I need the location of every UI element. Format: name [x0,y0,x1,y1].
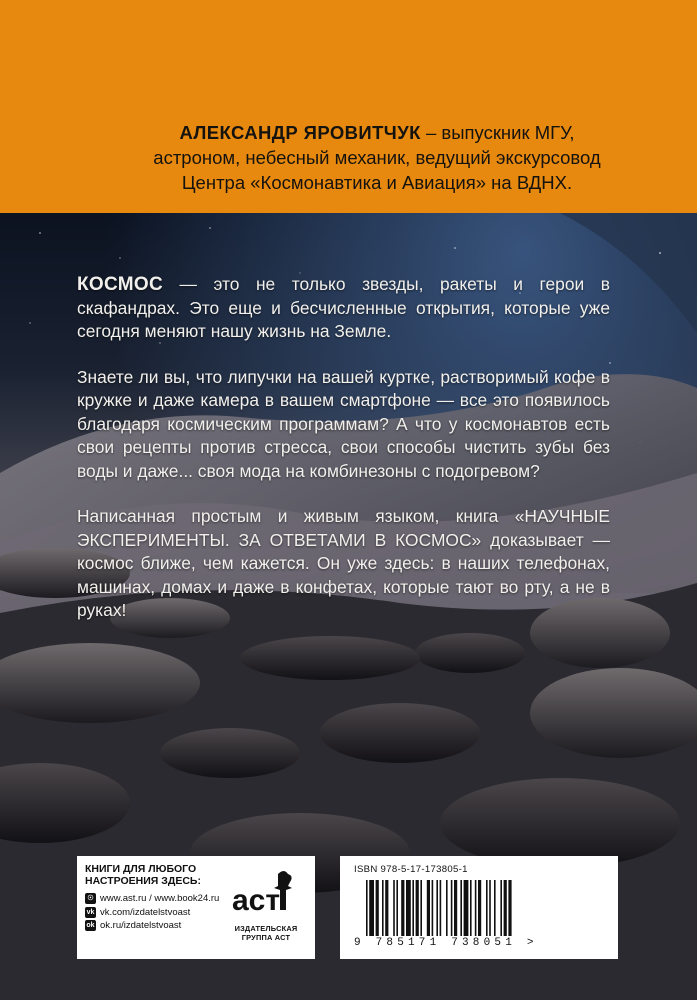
barcode-bar [478,880,481,936]
publisher-logo-text: аст [232,884,281,917]
barcode-bar [494,880,496,936]
barcode-bar [508,880,511,936]
publisher-caption-line2: ГРУППА АСТ [241,933,291,942]
vk-icon: vk [86,908,95,916]
barcode-bar [385,880,388,936]
barcode-bar [406,880,411,936]
link-vk-text: vk.com/izdatelstvoast [100,906,191,918]
barcode-bar [464,880,469,936]
rock [320,703,480,763]
barcode-bar [427,880,430,936]
blurb-paragraph-3: Написанная простым и живым языком, книга «НАУЧНЫЕ ЭКСПЕРИМЕНТЫ. ЗА ОТВЕТАМИ В КОСМОС» доказывает — космос ближе, чем кажется. Он уже здесь: в наших телефонах, машинах, домах и даже в конфетах, которые тают во рту, а не в руках! [77,506,610,620]
author-name: АЛЕКСАНДР ЯРОВИТЧУК [179,122,421,143]
barcode-bar [432,880,434,936]
author-bio-line1: – выпускник МГУ, [420,122,575,143]
blurb-paragraph-1 [77,273,610,344]
barcode-bar [489,880,491,936]
blurb-lead-word: КОСМОС [77,274,163,295]
ast-logo-icon [224,866,308,922]
barcode-bar [470,880,472,936]
barcode-bar [500,880,502,936]
ok-icon: ok [86,922,95,930]
rock [160,728,300,778]
blurb-paragraph-2: Знаете ли вы, что липучки на вашей куртке, растворимый кофе в кружке и даже камера в вашем смартфоне — все это появилось благодаря космическим программам? А что у космонавтов есть свои рецепты против стресса, свои способы чистить зубы без воды и даже... своя мода на комбинезоны с подогревом? [77,366,610,481]
barcode-bar [436,880,438,936]
barcode-bar [460,880,462,936]
barcode-icon [354,880,606,936]
barcode-bar [504,880,507,936]
barcode-bar [475,880,477,936]
blurb-text [77,273,610,645]
barcode-box [340,856,618,959]
barcode-bar [451,880,453,936]
isbn-label: ISBN 978-5-17-173805-1 [354,864,468,875]
author-bio [77,120,677,195]
globe-icon: ☉ [85,893,96,904]
barcode-bar [420,880,422,936]
publisher-caption-line1: ИЗДАТЕЛЬСКАЯ [234,924,298,933]
barcode-bar [366,880,368,936]
rock [440,778,680,868]
author-bio-line2: астроном, небесный механик, ведущий экскурсовод [153,147,601,168]
barcode-bar [393,880,395,936]
link-ok-text: ok.ru/izdatelstvoast [100,920,182,931]
barcode-bar [454,880,457,936]
link-website-text: www.ast.ru / www.book24.ru [100,893,220,904]
barcode-bar [369,880,374,936]
barcode-bar [416,880,419,936]
author-bio-line3: Центра «Космонавтика и Авиация» на ВДНХ. [181,172,573,193]
publisher-caption [224,924,308,942]
barcode-bar [382,880,384,936]
publisher-logo [224,866,308,954]
barcode-bar [376,880,379,936]
barcode-bar [401,880,404,936]
barcode-bar [446,880,448,936]
barcode-bar [412,880,414,936]
promo-title: КНИГИ ДЛЯ ЛЮБОГО НАСТРОЕНИЯ ЗДЕСЬ: [85,863,201,887]
barcode-digits: 9 785171 738051 > [354,937,538,949]
barcode-bar [396,880,398,936]
barcode-bar [486,880,488,936]
barcode-bar [440,880,442,936]
blurb-p1-rest: — это не только звезды, ракеты и герои в скафандрах. Это еще и бесчисленные открытия, которые уже сегодня меняют нашу жизнь на Земле. [77,274,610,341]
